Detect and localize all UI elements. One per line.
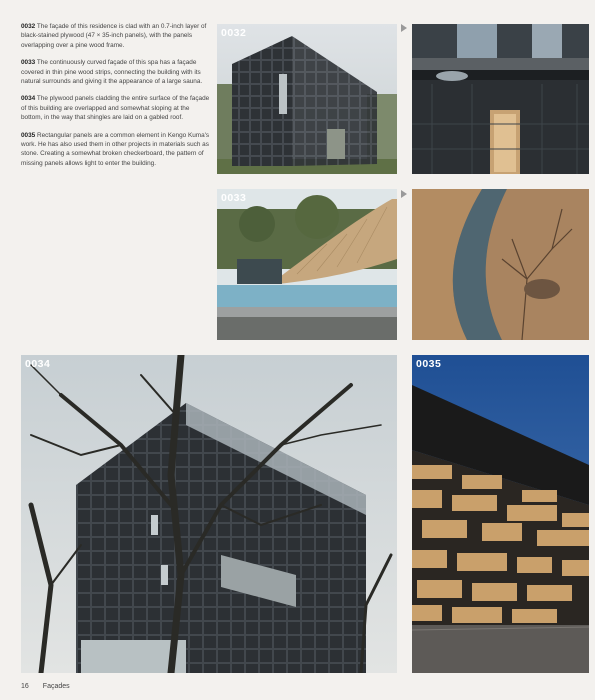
caption-number: 0034 — [21, 95, 36, 103]
photo-number: 0034 — [25, 358, 51, 370]
caption-text: Rectangular panels are a common element in Kengo Kuma's work. He has also used them in other projects in materials such as stone. Creating a somewhat broken checkerboard, the pattern of missing panels allows light to enter the building. — [21, 131, 210, 167]
caption-text: The plywood panels cladding the entire surface of the façade of this building are overlapped and somewhat sloping at the bottom, in the way that shingles are laid on a gabled roof. — [21, 95, 210, 122]
arrow-marker-icon — [401, 190, 407, 198]
arrow-marker-icon — [401, 24, 407, 32]
captions-column — [21, 22, 211, 176]
caption-0035 — [21, 131, 211, 169]
photo-0035 — [412, 355, 589, 673]
caption-text: The continuously curved façade of this spa has a façade covered in thin pine wood strips, connecting the building with its natural surrounds and giving it the appearance of a large sauna. — [21, 59, 203, 86]
caption-0033 — [21, 58, 211, 86]
page-number: 16 — [21, 683, 29, 690]
photo-number: 0033 — [221, 192, 247, 204]
photo-0034 — [21, 355, 397, 673]
photo-0032 — [217, 24, 397, 174]
section-title: Façades — [42, 683, 70, 690]
caption-number: 0035 — [21, 131, 36, 139]
photo-0033 — [217, 189, 397, 340]
caption-0032 — [21, 22, 211, 50]
photo-number: 0035 — [416, 358, 442, 370]
photo-0033-detail — [412, 189, 589, 340]
caption-number: 0032 — [21, 23, 36, 30]
caption-text: The façade of this residence is clad with an 0.7-inch layer of black-stained plywood (47 × 35-inch panels), with the panels overlapping over a pine wood frame. — [21, 23, 207, 49]
photo-number: 0032 — [221, 27, 247, 39]
page-footer — [21, 683, 84, 690]
photo-0032-detail — [412, 24, 589, 174]
caption-0034 — [21, 94, 211, 122]
caption-number: 0033 — [21, 59, 36, 67]
